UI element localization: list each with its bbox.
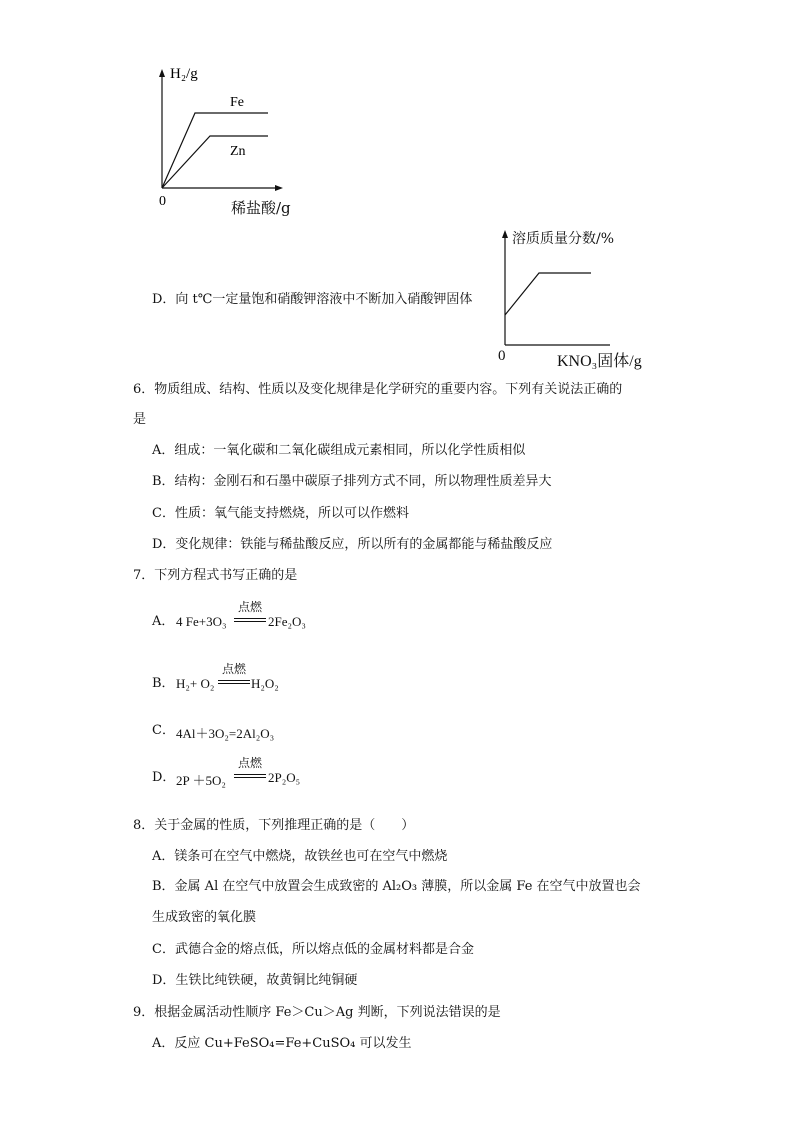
q7-option-c (152, 721, 412, 745)
equation-left: H₂+ O₂ (176, 676, 215, 691)
reaction-condition: 点燃 (238, 756, 263, 770)
q6-stem-line1: 6．物质组成、结构、性质以及变化规律是化学研究的重要内容。下列有关说法正确的 (133, 382, 623, 397)
q9-option-a: A．反应 Cu+FeSO₄=Fe+CuSO₄ 可以发生 (152, 1036, 412, 1051)
equation-left: 4 Fe+3O₃ (176, 614, 227, 629)
option-label: A． (152, 614, 175, 629)
reaction-condition: 点燃 (222, 662, 247, 676)
equals-bars (218, 680, 250, 684)
q8-option-b-line1: B．金属 Al 在空气中放置会生成致密的 Al₂O₃ 薄膜，所以金属 Fe 在空气中放置也会 (152, 879, 641, 894)
y-axis-arrow (502, 230, 508, 238)
q8-option-a: A．镁条可在空气中燃烧，故铁丝也可在空气中燃烧 (152, 849, 448, 864)
q8-option-c: C．武德合金的熔点低，所以熔点低的金属材料都是合金 (152, 942, 474, 957)
q5-option-d: D．向 t℃一定量饱和硝酸钾溶液中不断加入硝酸钾固体 (152, 292, 473, 307)
equation-right: H₂O₂ (251, 676, 279, 691)
equation-left: 2P ＋5O₂ (176, 773, 226, 788)
q7-option-d (152, 754, 412, 794)
series-line (505, 273, 591, 315)
option-label: B． (152, 676, 175, 691)
option-label: C． (152, 723, 175, 738)
origin-label: 0 (159, 194, 166, 209)
y-axis-label: H₂/g (170, 66, 198, 82)
q7-option-a (152, 598, 412, 638)
q8-option-b-line2: 生成致密的氧化膜 (152, 910, 257, 925)
q6-stem-line2: 是 (133, 412, 147, 427)
series-label-zn: Zn (230, 144, 246, 159)
q9-stem: 9．根据金属活动性顺序 Fe＞Cu＞Ag 判断，下列说法错误的是 (133, 1005, 501, 1020)
equals-bars (234, 618, 266, 622)
reaction-condition: 点燃 (238, 600, 263, 614)
equation-right: 2Fe₂O₃ (268, 614, 306, 629)
x-axis-arrow (275, 185, 283, 191)
y-axis-arrow (159, 69, 165, 77)
equals-bars (234, 774, 266, 778)
q8-option-d: D．生铁比纯铁硬，故黄铜比纯铜硬 (152, 973, 358, 988)
series-line-fe (162, 113, 268, 188)
option-label: D． (152, 770, 176, 785)
equation: 4Al＋3O₂=2Al₂O₃ (176, 726, 275, 741)
q6-option-a: A．组成：一氧化碳和二氧化碳组成元素相同，所以化学性质相似 (152, 443, 526, 458)
q7-option-b (152, 660, 412, 700)
q7-stem: 7．下列方程式书写正确的是 (133, 568, 298, 583)
q8-stem: 8．关于金属的性质，下列推理正确的是（ ） (133, 818, 415, 833)
y-axis-label: 溶质质量分数/% (512, 231, 615, 247)
series-line-zn (162, 136, 268, 188)
series-label-fe: Fe (230, 95, 244, 110)
q6-option-b: B．结构：金刚石和石墨中碳原子排列方式不同，所以物理性质差异大 (152, 474, 552, 489)
origin-label: 0 (498, 348, 506, 364)
chart-h2-vs-hcl (150, 60, 310, 220)
equation-right: 2P₂O₅ (268, 770, 301, 785)
q6-option-d: D．变化规律：铁能与稀盐酸反应，所以所有的金属都能与稀盐酸反应 (152, 537, 553, 552)
q6-option-c: C．性质：氧气能支持燃烧，所以可以作燃料 (152, 506, 409, 521)
x-axis-label: KNO₃固体/g (557, 353, 642, 370)
x-axis-label: 稀盐酸/g (231, 199, 291, 217)
